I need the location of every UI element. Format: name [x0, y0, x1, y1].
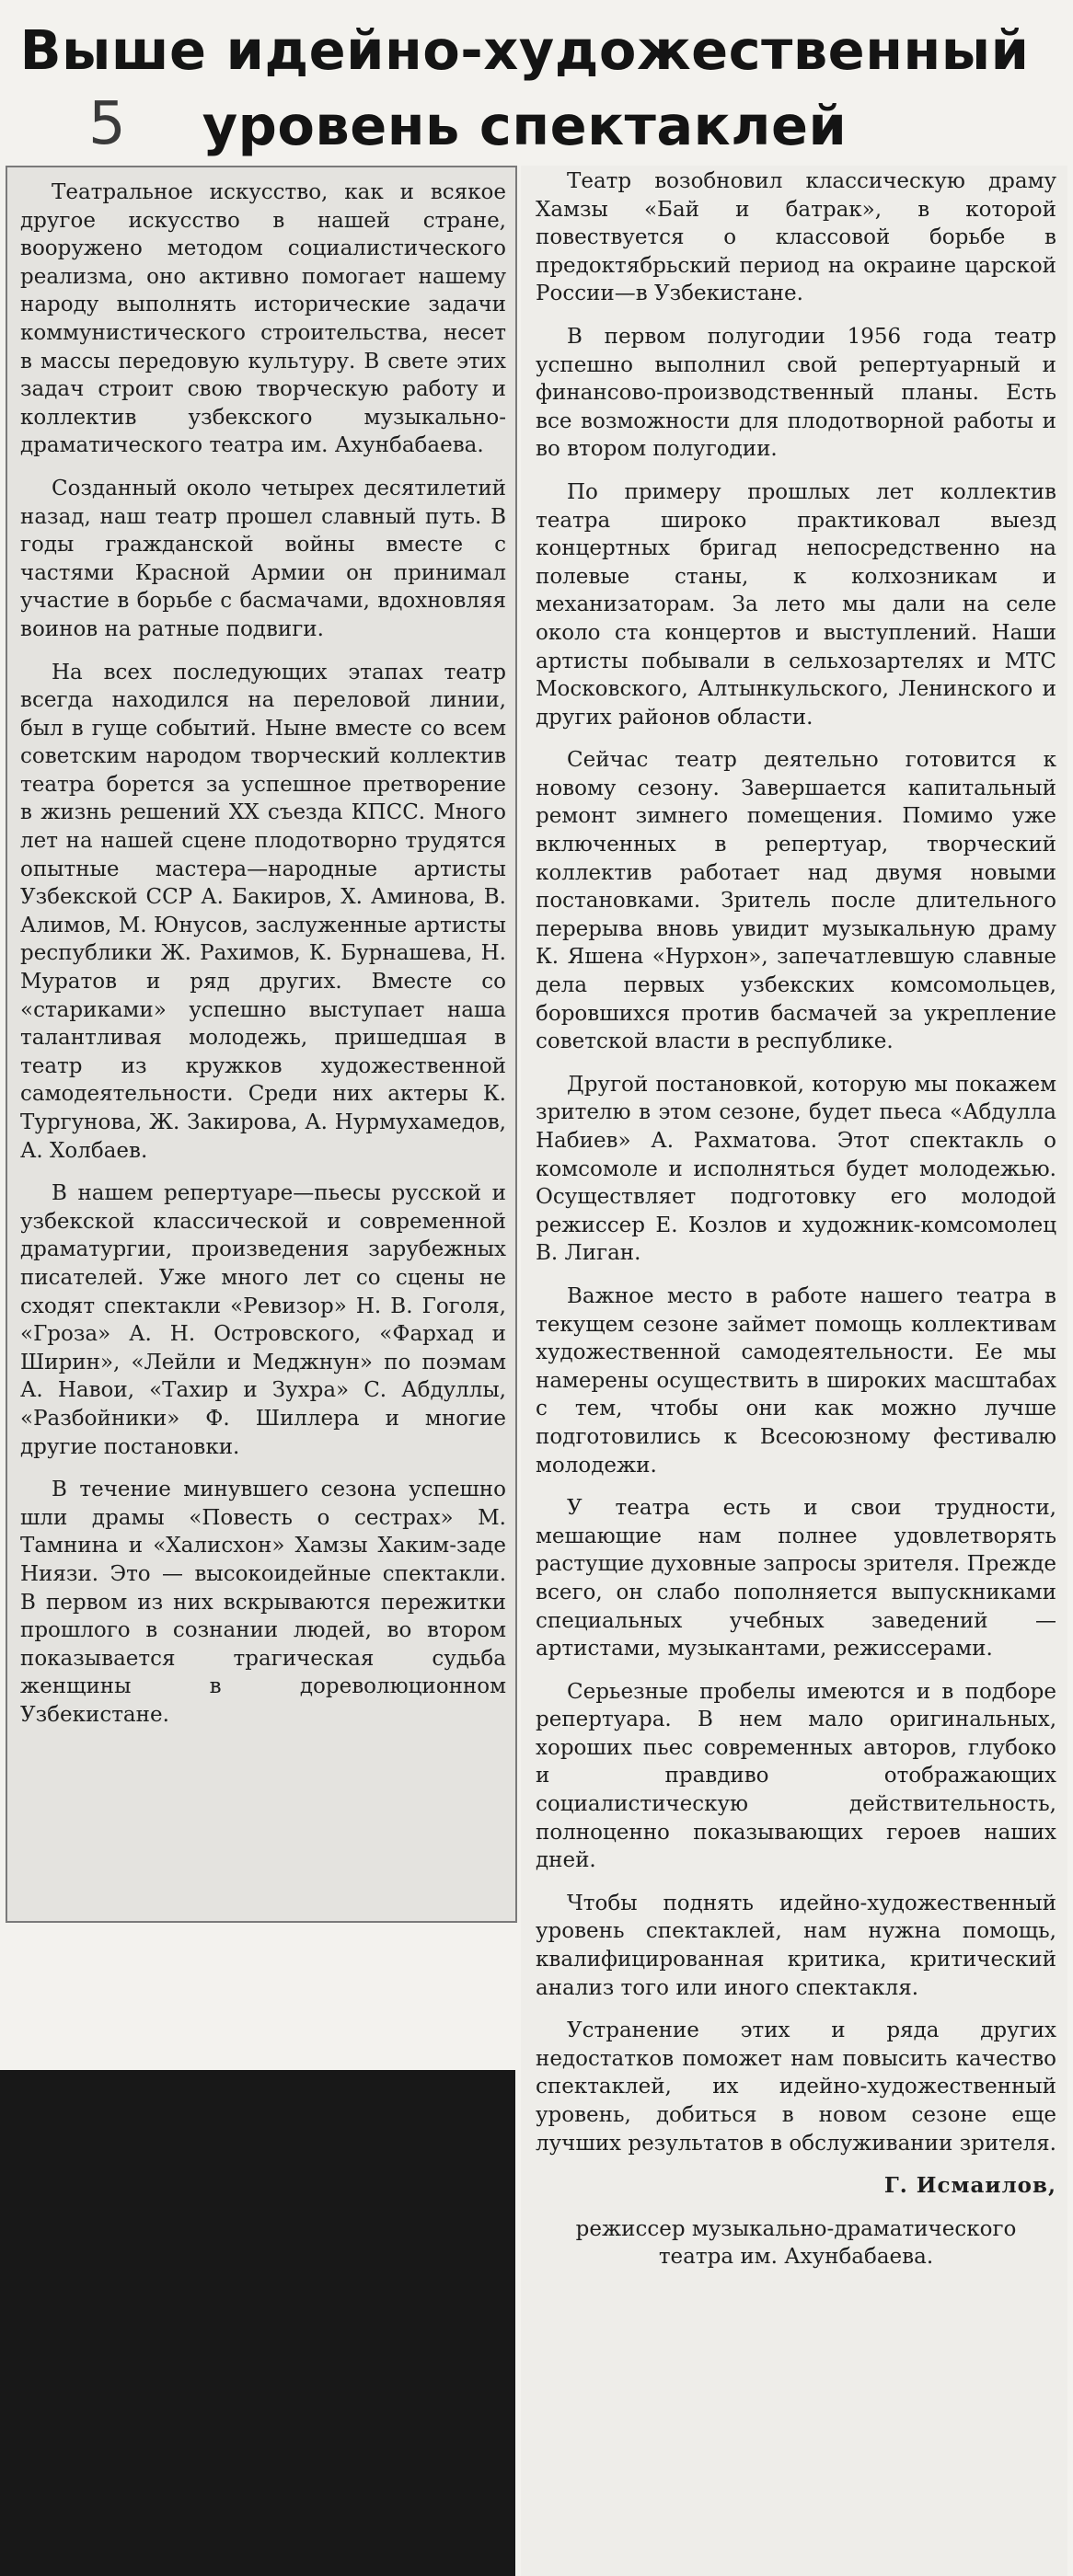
headline: Выше идейно-художественный уровень спектаклей [19, 18, 1030, 157]
paragraph: Созданный около четырех десятилетий назад, наш театр прошел славный путь. В годы гражданской войны вместе с частями Красной Армии он принимал участие в борьбе с басмачами, вдохновляя воинов на ратные подвиги. [20, 476, 506, 641]
handwritten-mark: 5 [88, 90, 126, 158]
paragraph: Театр возобновил классическую драму Хамзы «Бай и батрак», в которой повествуется о классовой борьбе в предоктябрьский период на окраине царской России—в Узбекистане. [536, 169, 1056, 306]
author-role: режиссер музыкально-драматического театра им. Ахунбабаева. [575, 2216, 1017, 2270]
paragraph: В нашем репертуаре—пьесы русской и узбекской классической и современной драматургии, произведения зарубежных писателей. Уже много лет со сцены не сходят спектакли «Ревизор» Н. В. Гоголя, «Гроза» А. Н. Островского, «Фархад и Ширин», «Лейли и Меджнун» по поэмам А. Навои, «Тахир и Зухра» С. Абдуллы, «Разбойники» Ф. Шиллера и многие другие постановки. [20, 1181, 506, 1459]
paragraph: Сейчас театр деятельно готовится к новому сезону. Завершается капитальный ремонт зимнего помещения. Помимо уже включенных в репертуар, творческий коллектив работает над двумя новыми постановками. Зритель после длительного перерыва вновь увидит музыкальную драму К. Яшена «Нурхон», запечатлевшую славные дела первых узбекских комсомольцев, боровшихся против басмачей за укрепление советской власти в республике. [536, 748, 1056, 1054]
paragraph: Устранение этих и ряда других недостатков поможет нам повысить качество спектаклей, их идейно-художественный уровень, добиться в новом сезоне еще лучших результатов в обслуживании зрителя. [536, 2018, 1056, 2156]
paragraph: Другой постановкой, которую мы покажем зрителю в этом сезоне, будет пьеса «Абдулла Набиев» А. Рахматова. Этот спектакль о комсомоле и исполняться будет молодежью. Осуществляет подготовку его молодой режиссер Е. Козлов и художник-комсомолец В. Лиган. [536, 1072, 1056, 1266]
paragraph: В первом полугодии 1956 года театр успешно выполнил свой репертуарный и финансово-производственный планы. Есть все возможности для плодотворной работы и во втором полугодии. [536, 324, 1056, 462]
paragraph: Важное место в работе нашего театра в текущем сезоне займет помощь коллективам художественной самодеятельности. Ее мы намерены осуществить в широких масштабах с тем, чтобы они как можно лучше подготовились к Всесоюзному фестивалю молодежи. [536, 1283, 1056, 1478]
left-column [20, 178, 506, 1743]
author-name: Г. Исмаилов, [883, 2173, 1056, 2199]
paragraph: На всех последующих этапах театр всегда находился на переловой линии, был в гуще событий. Ныне вместе со всем советским народом творческий коллектив театра борется за успешное претворение в жизнь решений XX съезда КПСС. Много лет на нашей сцене плодотворно трудятся опытные мастера—народные артисты Узбекской ССР А. Бакиров, Х. Аминова, В. Алимов, М. Юнусов, заслуженные артисты республики Ж. Рахимов, К. Бурнашева, Н. Муратов и ряд других. Вместе со «стариками» успешно выступает наша талантливая молодежь, пришедшая в театр из кружков художественной самодеятельности. Среди них актеры К. Тургунова, Ж. Закирова, А. Нурмухамедов, А. Холбаев. [20, 660, 506, 1163]
paragraph: Серьезные пробелы имеются и в подборе репертуара. В нем мало оригинальных, хороших пьес современных авторов, глубоко и правдиво отображающих социалистическую действительность, полноценно показывающих героев наших дней. [536, 1679, 1056, 1873]
right-column [536, 167, 1056, 2286]
paragraph: У театра есть и свои трудности, мешающие нам полнее удовлетворять растущие духовные запросы зрителя. Прежде всего, он слабо пополняется выпускниками специальных учебных заведений — артистами, музыкантами, режиссерами. [536, 1496, 1056, 1662]
paragraph: В течение минувшего сезона успешно шли драмы «Повесть о сестрах» М. Тамнина и «Халисхон» Хамзы Хаким-заде Ниязи. Это — высокоидейные спектакли. В первом из них вскрываются пережитки прошлого в сознании людей, во втором показывается трагическая судьба женщины в дореволюционном Узбекистане. [20, 1478, 506, 1727]
paragraph: Театральное искусство, как и всякое другое искусство в нашей стране, вооружено методом социалистического реализма, оно активно помогает нашему народу выполнять исторические задачи коммунистического строительства, несет в массы передовую культуру. В свете этих задач строит свою творческую работу и коллектив узбекского музыкально-драматического театра им. Ахунбабаева. [20, 180, 506, 458]
paragraph: По примеру прошлых лет коллектив театра широко практиковал выезд концертных бригад непосредственно на полевые станы, к колхозникам и механизаторам. За лето мы дали на селе около ста концертов и выступлений. Наши артисты побывали в сельхозартелях и МТС Московского, Алтынкульского, Ленинского и других районов области. [536, 479, 1056, 730]
paragraph: Чтобы поднять идейно-художественный уровень спектаклей, нам нужна помощь, квалифицированная критика, критический анализ того или иного спектакля. [536, 1891, 1056, 2000]
